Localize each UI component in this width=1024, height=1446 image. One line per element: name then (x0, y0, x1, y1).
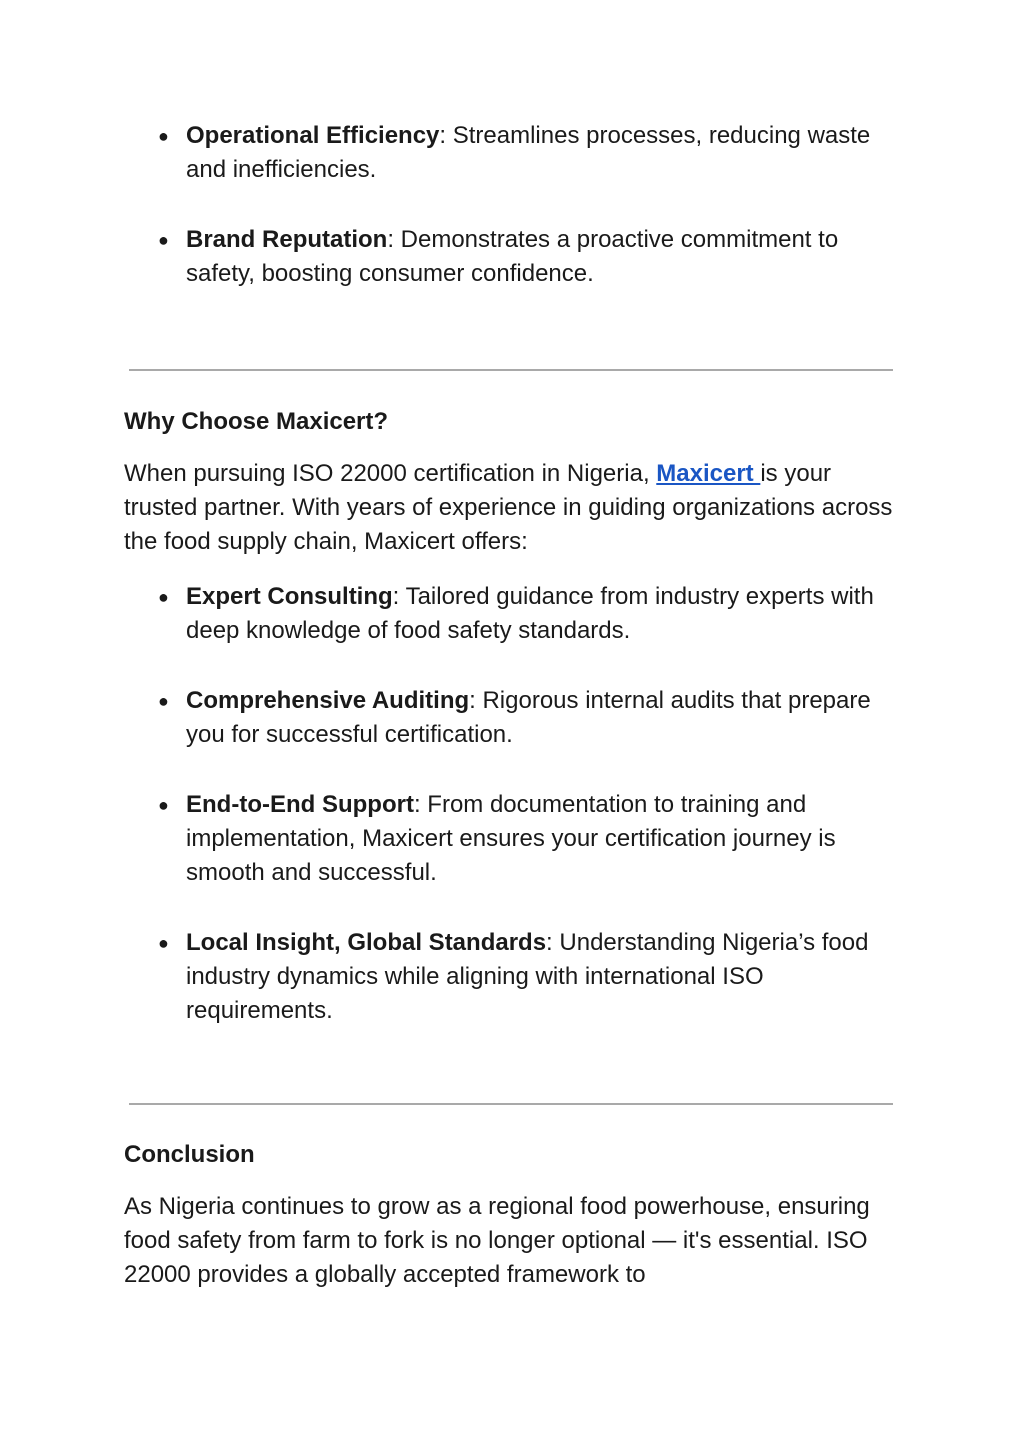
list-item-desc: : From documentation to training and implementation, Maxicert ensures your certification journey is smooth and successful. (186, 791, 836, 886)
bullet-icon: ● (158, 230, 169, 250)
why-choose-heading: Why Choose Maxicert? (124, 408, 389, 435)
list-item-desc: : Streamlines processes, reducing waste and inefficiencies. (186, 122, 871, 183)
intro-after-text: is your trusted partner. With years of experience in guiding organizations across the food supply chain, Maxicert offers: (124, 460, 893, 555)
bullet-icon: ● (158, 933, 169, 953)
list-item (0, 223, 1024, 291)
conclusion-heading: Conclusion (124, 1141, 255, 1168)
intro-before-text: When pursuing ISO 22000 certification in Nigeria, (124, 460, 657, 487)
list-item (0, 926, 1024, 1028)
why-choose-intro (124, 457, 894, 559)
list-item (0, 788, 1024, 890)
list-item-term: Comprehensive Auditing (186, 687, 470, 714)
list-item-term: Brand Reputation (186, 226, 388, 253)
bullet-icon: ● (158, 795, 169, 815)
list-item (0, 119, 1024, 187)
section-divider (129, 369, 893, 371)
list-item-desc: : Understanding Nigeria’s food industry dynamics while aligning with international ISO requirements. (186, 929, 869, 1024)
conclusion-text: As Nigeria continues to grow as a regional food powerhouse, ensuring food safety from farm to fork is no longer optional — it's essential. ISO 22000 provides a globally accepted framework to (124, 1193, 870, 1288)
list-item (0, 580, 1024, 648)
list-item-term: Expert Consulting (186, 583, 393, 610)
list-item-desc: : Rigorous internal audits that prepare you for successful certification. (186, 687, 871, 748)
benefits-list (0, 119, 1024, 327)
list-item-term: Operational Efficiency (186, 122, 440, 149)
maxicert-link[interactable]: Maxicert (656, 460, 761, 487)
list-item-term: End-to-End Support (186, 791, 414, 818)
maxicert-offers-list (0, 580, 1024, 1064)
list-item-desc: : Demonstrates a proactive commitment to safety, boosting consumer confidence. (186, 226, 839, 287)
section-divider (129, 1103, 893, 1105)
bullet-icon: ● (158, 691, 169, 711)
list-item-term: Local Insight, Global Standards (186, 929, 547, 956)
list-item (0, 684, 1024, 752)
bullet-icon: ● (158, 587, 169, 607)
list-item-desc: : Tailored guidance from industry experts with deep knowledge of food safety standards. (186, 583, 874, 644)
bullet-icon: ● (158, 126, 169, 146)
